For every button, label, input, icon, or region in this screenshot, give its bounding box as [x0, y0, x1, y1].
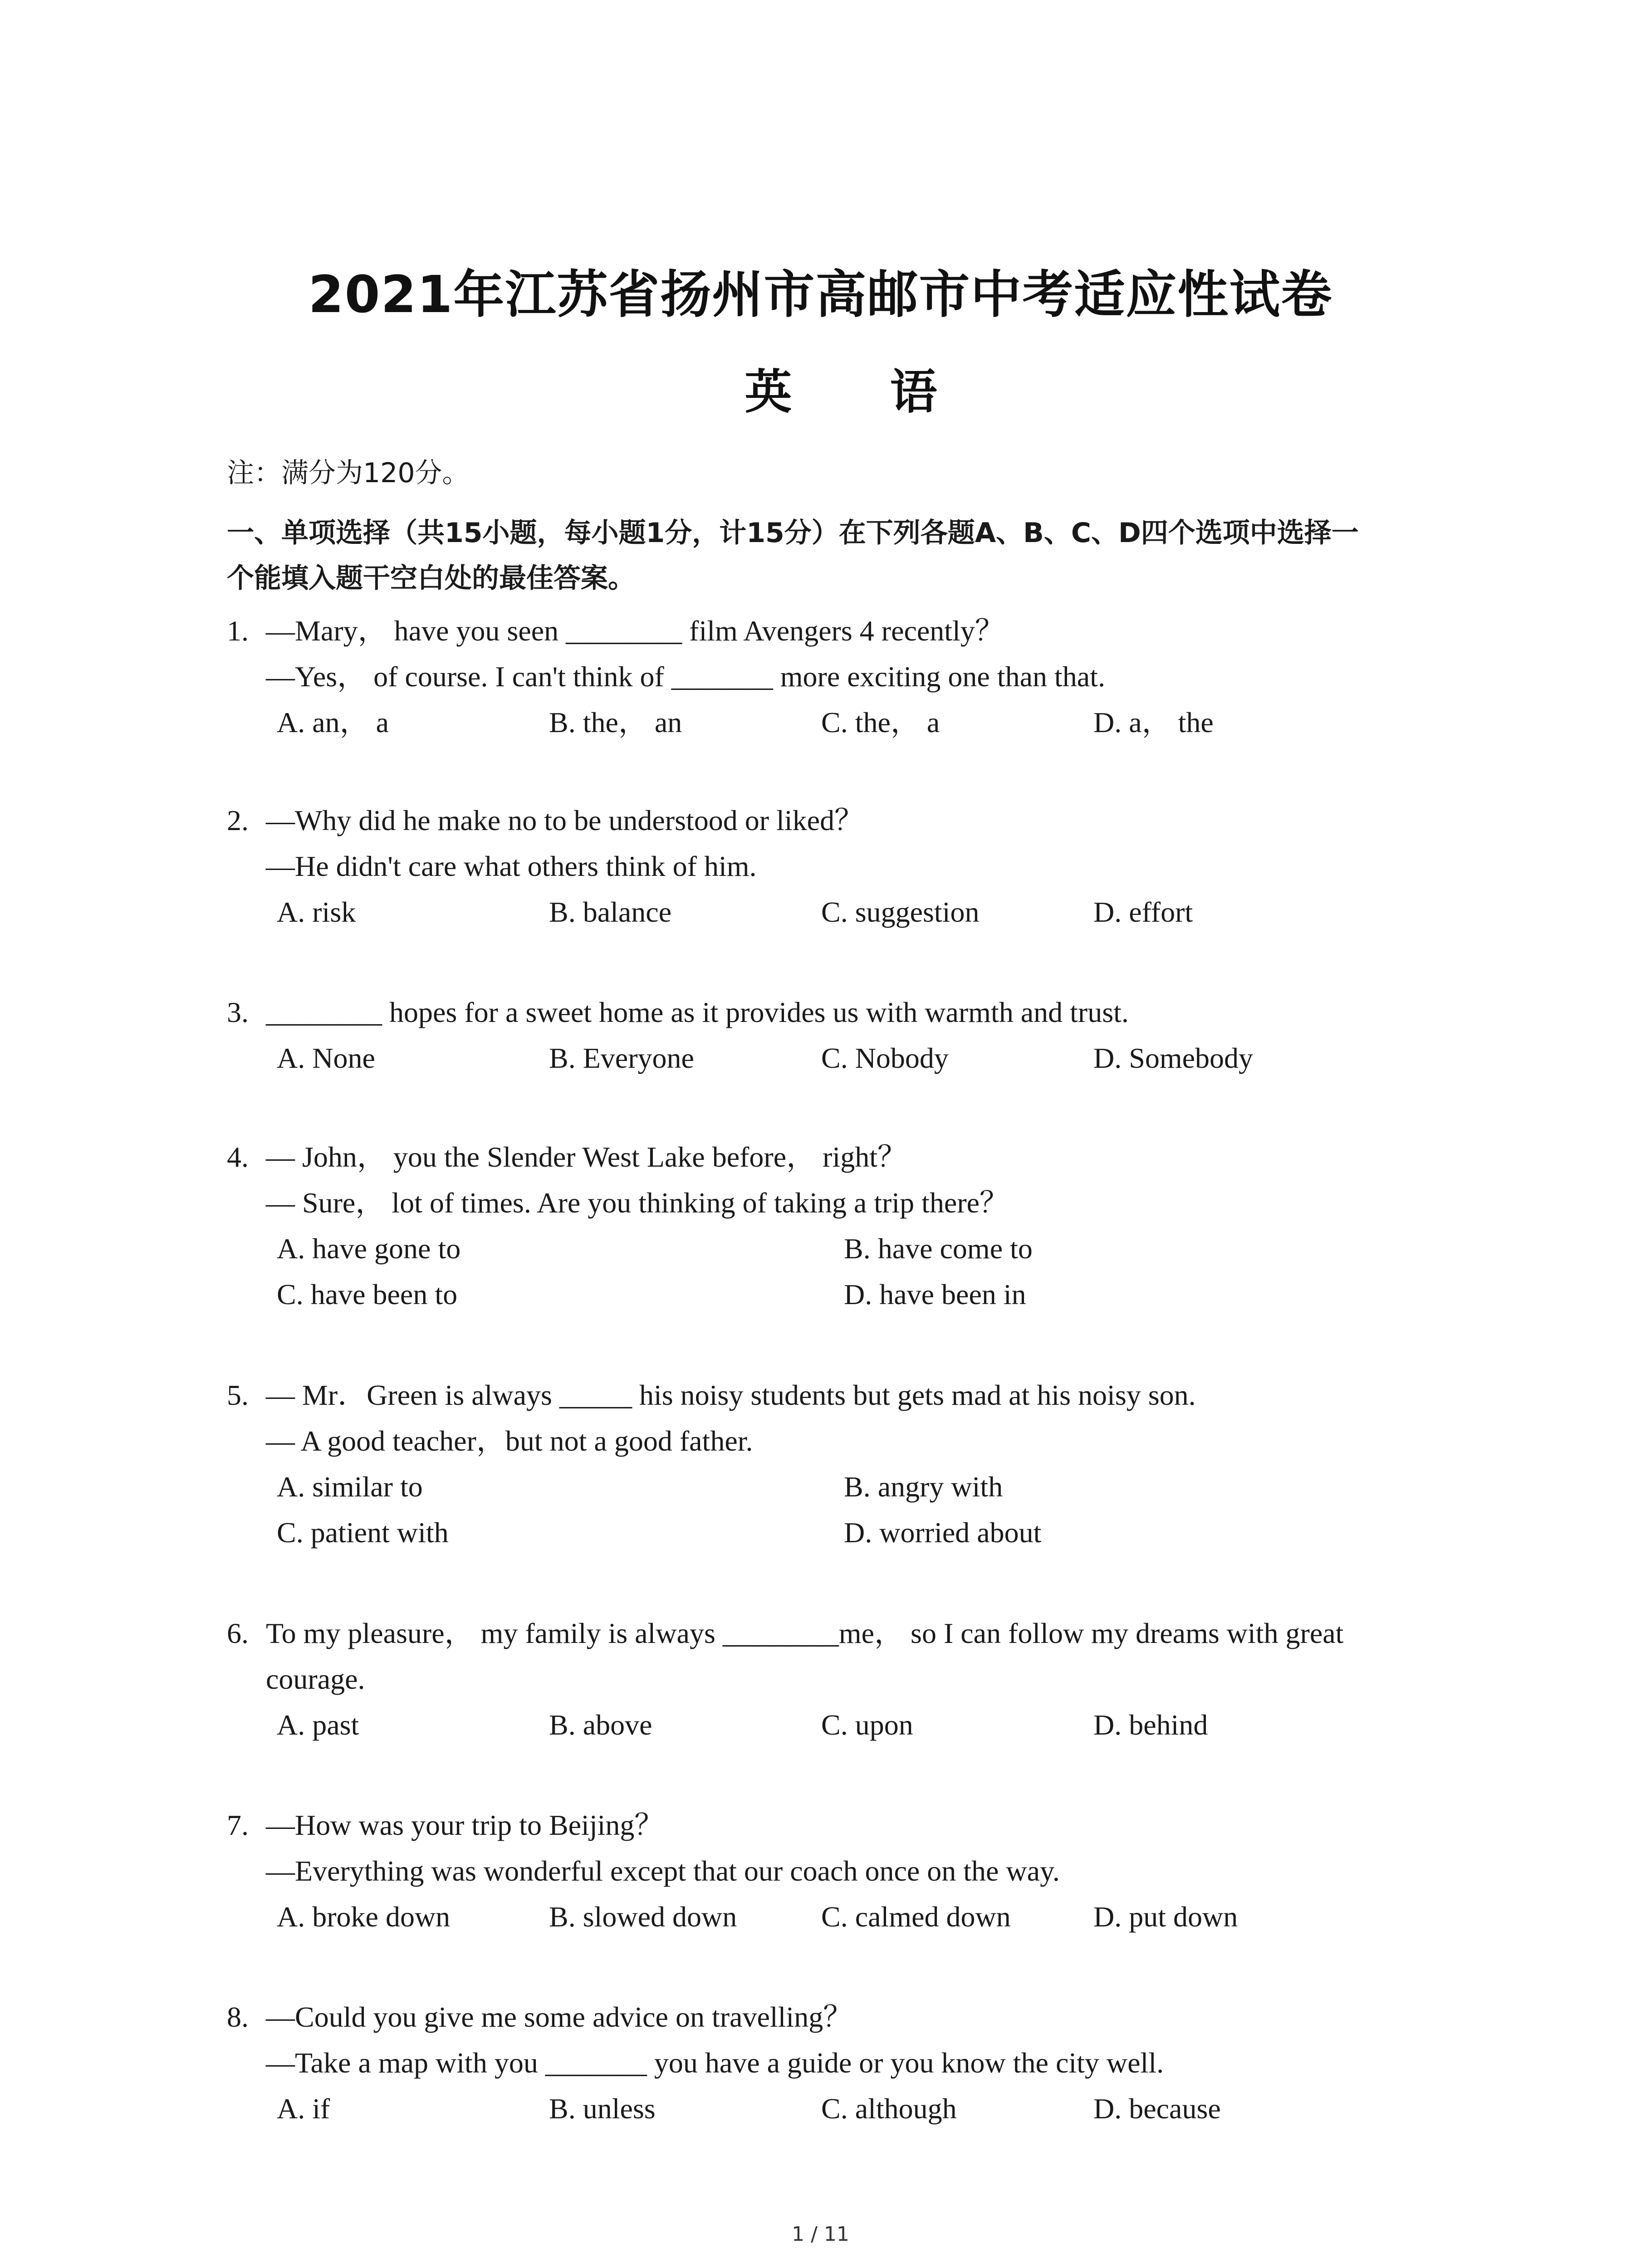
option-d: D. effort — [1093, 896, 1193, 928]
option-b: B. have come to — [844, 1232, 1033, 1265]
question-number: 3. — [227, 996, 249, 1028]
question-text: To my pleasure， my family is always ________me， so I can follow my dreams with great — [266, 1617, 1344, 1649]
question-4 — [227, 1134, 1452, 1317]
exam-title: 2021年江苏省扬州市高邮市中考适应性试卷 — [308, 265, 1333, 324]
options — [227, 1464, 1452, 1555]
option-d: D. worried about — [844, 1516, 1042, 1549]
question-7 — [227, 1802, 1452, 1940]
option-a: A. an， a — [277, 706, 389, 738]
section-instruction — [227, 510, 1452, 601]
option-b: B. the， an — [549, 706, 682, 738]
option-c: C. upon — [821, 1709, 913, 1741]
option-d: D. put down — [1093, 1901, 1238, 1933]
question-text: ________ hopes for a sweet home as it provides us with warmth and trust. — [266, 996, 1129, 1028]
option-d: D. a， the — [1093, 706, 1214, 738]
option-d: D. have been in — [844, 1278, 1026, 1310]
question-8 — [227, 1994, 1452, 2131]
option-b: B. balance — [549, 896, 672, 928]
option-c: C. the， a — [821, 706, 940, 738]
question-text: — A good teacher，but not a good father. — [266, 1425, 753, 1457]
question-text: — Mr．Green is always _____ his noisy students but gets mad at his noisy son. — [266, 1379, 1196, 1411]
instruction-line: 个能填入题干空白处的最佳答案。 — [227, 562, 635, 594]
option-b: B. Everyone — [549, 1042, 694, 1074]
options — [227, 699, 1452, 745]
question-text: — John， you the Slender West Lake before， right？ — [266, 1141, 907, 1173]
options — [227, 1894, 1452, 1940]
option-c: C. Nobody — [821, 1042, 949, 1074]
option-c: C. have been to — [277, 1278, 458, 1310]
option-b: B. unless — [549, 2092, 656, 2125]
option-d: D. behind — [1093, 1709, 1208, 1741]
option-a: A. broke down — [277, 1901, 451, 1933]
option-b: B. angry with — [844, 1471, 1003, 1503]
options — [227, 1702, 1452, 1748]
question-number: 2. — [227, 804, 249, 836]
question-text: —Everything was wonderful except that our coach once on the way. — [266, 1855, 1060, 1887]
subject-title: 英 语 — [745, 364, 978, 420]
question-2 — [227, 797, 1452, 935]
option-a: A. risk — [277, 896, 356, 928]
question-text: —Why did he make no to be understood or liked？ — [266, 804, 864, 836]
score-note: 注：满分为120分。 — [227, 457, 470, 489]
question-number: 7. — [227, 1809, 249, 1841]
question-text: —Could you give me some advice on travelling？ — [266, 2001, 852, 2033]
option-a: A. similar to — [277, 1471, 423, 1503]
question-number: 6. — [227, 1617, 249, 1649]
question-text: —Mary， have you seen ________ film Avengers 4 recently？ — [266, 615, 1004, 647]
option-c: C. although — [821, 2092, 957, 2125]
question-number: 1. — [227, 615, 249, 647]
question-number: 8. — [227, 2001, 249, 2033]
options — [227, 1035, 1452, 1081]
option-a: A. past — [277, 1709, 359, 1741]
question-6 — [227, 1610, 1452, 1748]
question-text: —He didn't care what others think of him. — [266, 850, 757, 882]
question-text: —Yes， of course. I can't think of _______ more exciting one than that. — [266, 660, 1105, 693]
question-1 — [227, 608, 1452, 745]
question-text: courage. — [266, 1663, 365, 1695]
question-text: — Sure， lot of times. Are you thinking of taking a trip there？ — [266, 1187, 1009, 1219]
option-a: A. have gone to — [277, 1232, 461, 1265]
question-5 — [227, 1372, 1452, 1555]
option-c: C. patient with — [277, 1516, 449, 1549]
option-d: D. Somebody — [1093, 1042, 1253, 1074]
question-text: —How was your trip to Beijing？ — [266, 1809, 664, 1841]
option-c: C. suggestion — [821, 896, 980, 928]
option-c: C. calmed down — [821, 1901, 1011, 1933]
option-b: B. above — [549, 1709, 652, 1741]
option-a: A. if — [277, 2092, 330, 2125]
question-number: 4. — [227, 1141, 249, 1173]
option-d: D. because — [1093, 2092, 1221, 2125]
page-number: 1 / 11 — [792, 2223, 849, 2246]
option-b: B. slowed down — [549, 1901, 737, 1933]
question-3 — [227, 989, 1452, 1081]
option-a: A. None — [277, 1042, 375, 1074]
question-number: 5. — [227, 1379, 249, 1411]
options — [227, 889, 1452, 935]
question-text: —Take a map with you _______ you have a guide or you know the city well. — [266, 2047, 1164, 2079]
options — [227, 1226, 1452, 1317]
options — [227, 2086, 1452, 2131]
instruction-line: 一、单项选择（共15小题，每小题1分，计15分）在下列各题A、B、C、D四个选项中选择一 — [227, 517, 1359, 549]
